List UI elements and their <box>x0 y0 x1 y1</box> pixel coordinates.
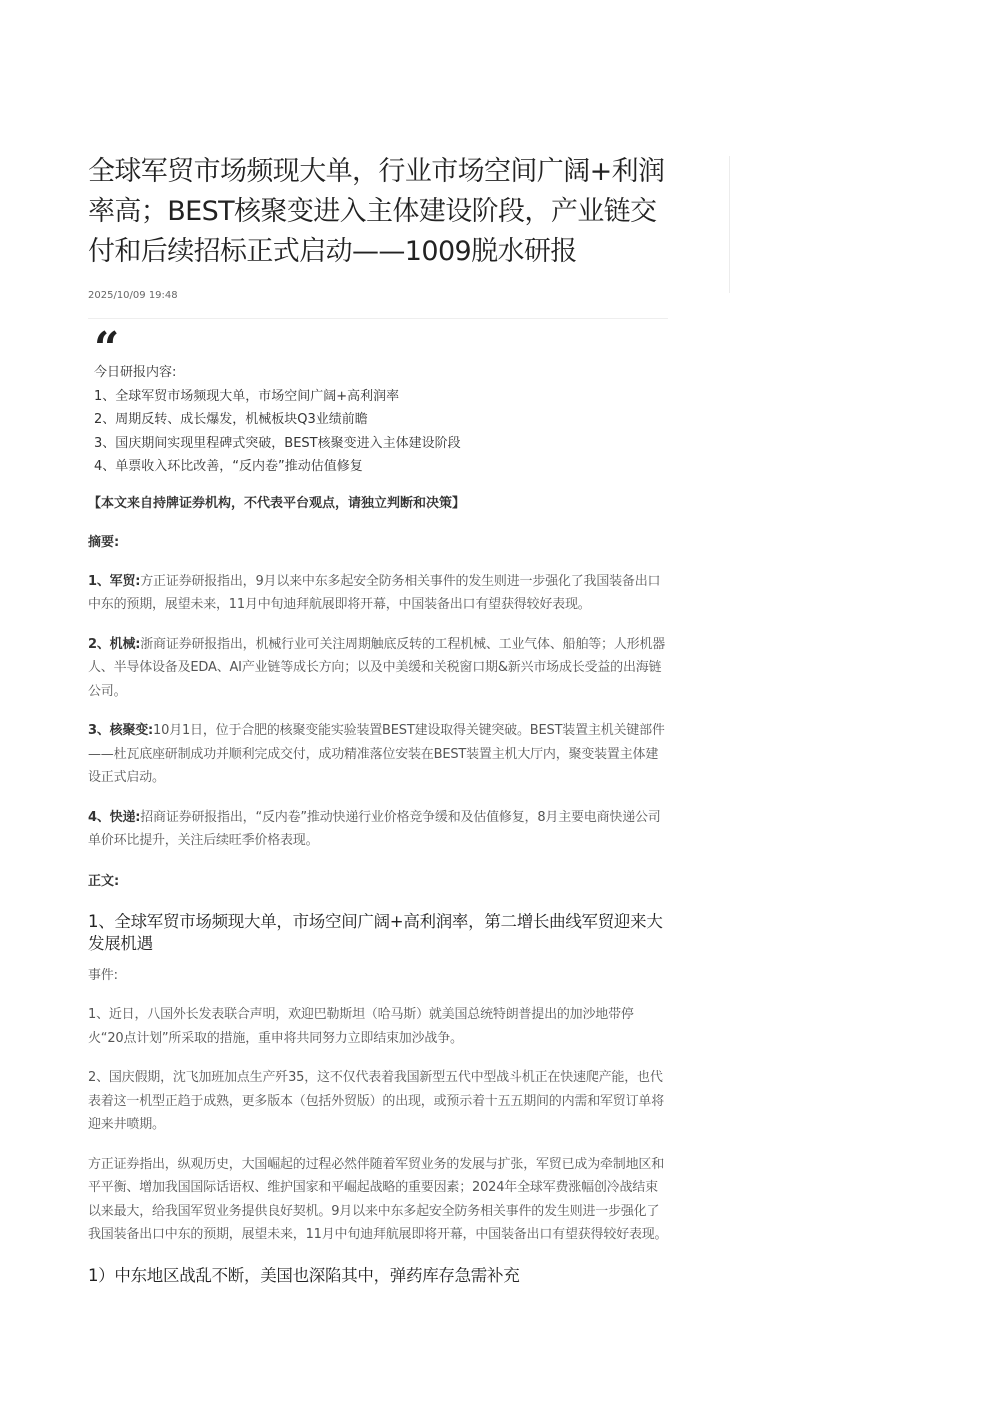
abstract-paragraph <box>88 633 668 704</box>
abstract-lead: 3、核聚变: <box>88 723 154 738</box>
abstract-paragraph <box>88 719 668 790</box>
abstract-text: 招商证券研报指出，“反内卷”推动快递行业价格竞争缓和及估值修复，8月主要电商快递公司单价环比提升，关注后续旺季价格表现。 <box>88 809 661 848</box>
section-heading: 1、全球军贸市场频现大单，市场空间广阔+高利润率，第二增长曲线军贸迎来大发展机遇 <box>88 911 663 953</box>
subsection-heading: 1）中东地区战乱不断，美国也深陷其中，弹药库存急需补充 <box>88 1265 520 1285</box>
summary-item: 3、国庆期间实现里程碑式突破，BEST核聚变进入主体建设阶段 <box>94 435 461 451</box>
summary-item: 2、周期反转、成长爆发，机械板块Q3业绩前瞻 <box>94 412 368 427</box>
summary-item: 4、单票收入环比改善，“反内卷”推动估值修复 <box>94 459 363 474</box>
sidebar-divider <box>729 156 730 293</box>
article-title: 全球军贸市场频现大单，行业市场空间广阔+利润率高；BEST核聚变进入主体建设阶段，产业链交付和后续招标正式启动——1009脱水研报 <box>88 156 665 267</box>
analysis-paragraph: 方正证券指出，纵观历史，大国崛起的过程必然伴随着军贸业务的发展与扩张，军贸已成为牵制地区和平平衡、增加我国国际话语权、维护国家和平崛起战略的重要因素；2024年全球军费涨幅创冷战结束以来最大，给我国军贸业务提供良好契机。9月以来中东多起安全防务相关事件的发生则进一步强化了我国装备出口中东的预期，展望未来，11月中旬迪拜航展即将开幕，中国装备出口有望获得较好表现。 <box>88 1156 668 1242</box>
event-paragraph: 2、国庆假期，沈飞加班加点生产歼35，这不仅代表着我国新型五代中型战斗机正在快速爬产能，也代表着这一机型正趋于成熟，更多版本（包括外贸版）的出现，或预示着十五五期间的内需和军贸订单将迎来井喷期。 <box>88 1070 665 1132</box>
summary-item: 1、全球军贸市场频现大单，市场空间广阔+高利润率 <box>94 388 400 404</box>
event-label: 事件: <box>88 967 118 983</box>
abstract-lead: 2、机械: <box>88 636 141 652</box>
article <box>88 152 668 1287</box>
abstract-label: 摘要: <box>88 534 120 550</box>
abstract-lead: 4、快递: <box>88 809 141 825</box>
disclaimer: 【本文来自持牌证券机构，不代表平台观点，请独立判断和决策】 <box>88 495 466 511</box>
abstract-text: 方正证券研报指出，9月以来中东多起安全防务相关事件的发生则进一步强化了我国装备出口中东的预期，展望未来，11月中旬迪拜航展即将开幕，中国装备出口有望获得较好表现。 <box>88 573 661 612</box>
event-paragraph: 1、近日，八国外长发表联合声明，欢迎巴勒斯坦（哈马斯）就美国总统特朗普提出的加沙地带停火“20点计划”所采取的措施，重申将共同努力立即结束加沙战争。 <box>88 1007 634 1046</box>
summary-intro: 今日研报内容: <box>94 365 177 380</box>
abstract-lead: 1、军贸: <box>88 573 141 589</box>
abstract-text: 浙商证券研报指出，机械行业可关注周期触底反转的工程机械、工业气体、船舶等；人形机器人、半导体设备及EDA、AI产业链等成长方向；以及中美缓和关税窗口期&新兴市场成长受益的出海链公司。 <box>88 636 666 699</box>
summary-quote-block <box>88 323 668 479</box>
body-label: 正文: <box>88 873 120 889</box>
header-divider <box>88 318 668 319</box>
abstract-text: 10月1日，位于合肥的核聚变能实验装置BEST建设取得关键突破。BEST装置主机关键部件——杜瓦底座研制成功并顺利完成交付，成功精准落位安装在BEST装置主机大厅内，聚变装置主体建设正式启动。 <box>88 723 665 785</box>
quote-mark-icon: “ <box>94 323 116 374</box>
abstract-paragraph <box>88 806 668 853</box>
abstract-paragraph <box>88 570 668 617</box>
publish-date: 2025/10/09 19:48 <box>88 290 178 301</box>
